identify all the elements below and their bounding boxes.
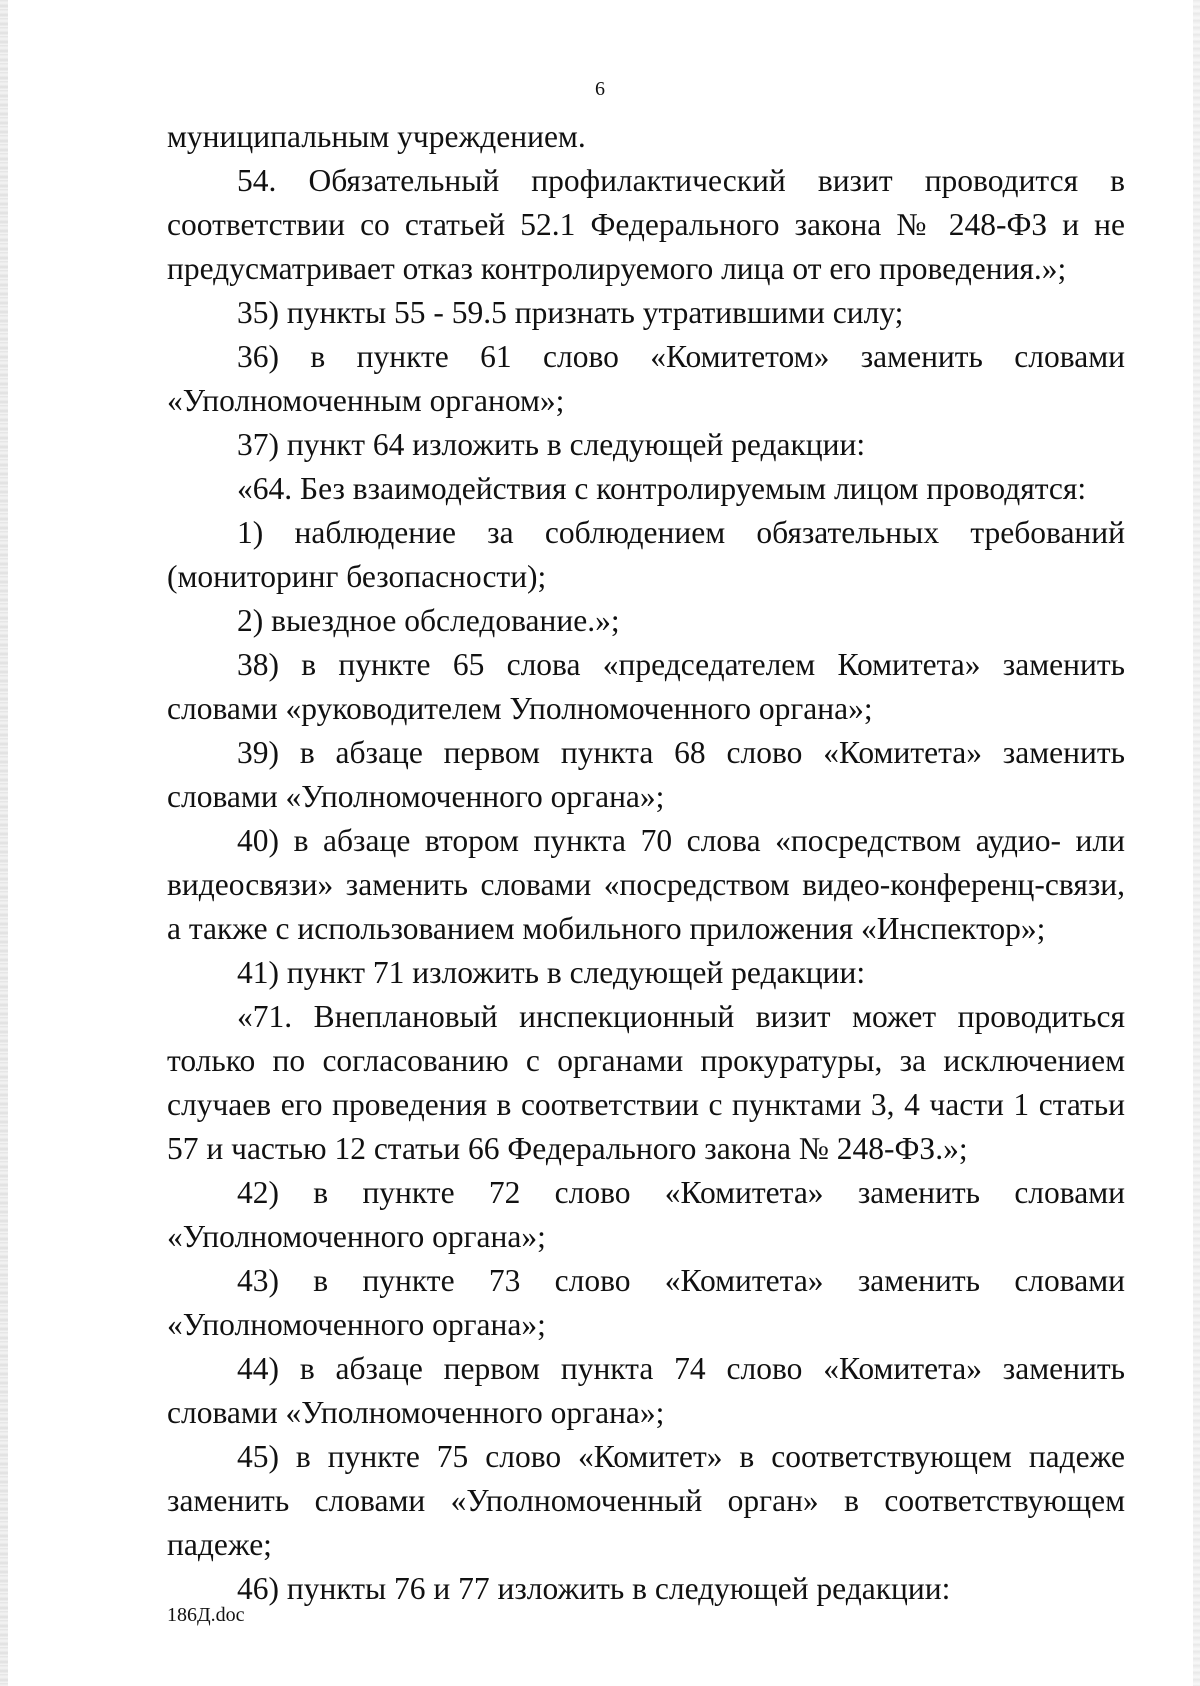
paragraph-item-71: «71. Внеплановый инспекционный визит может проводиться только по согласованию с органами прокуратуры, за исключением случаев его проведения в соответствии с пунктами 3, 4 части 1 статьи 57 и частью 12 статьи 66 Федерального закона № 248-ФЗ.»; — [167, 999, 1125, 1166]
paragraph-item-35: 35) пункты 55 - 59.5 признать утратившими силу; — [237, 295, 904, 330]
paragraph-item-39: 39) в абзаце первом пункта 68 слово «Комитета» заменить словами «Уполномоченного органа»; — [167, 735, 1125, 814]
page-number: 6 — [595, 78, 605, 100]
paragraph-item-43: 43) в пункте 73 слово «Комитета» заменить словами «Уполномоченного органа»; — [167, 1263, 1125, 1342]
paragraph-item-38: 38) в пункте 65 слова «председателем Комитета» заменить словами «руководителем Уполномоченного органа»; — [167, 647, 1125, 726]
document-body — [167, 115, 1125, 1611]
paragraph-item-44: 44) в абзаце первом пункта 74 слово «Комитета» заменить словами «Уполномоченного органа»; — [167, 1351, 1125, 1430]
scan-edge-right — [1193, 0, 1200, 1686]
footer-document-code: 186Д.doc — [167, 1604, 245, 1626]
paragraph-item-40: 40) в абзаце втором пункта 70 слова «посредством аудио- или видеосвязи» заменить словами «посредством видео-конференц-связи, а также с использованием мобильного приложения «Инспектор»; — [167, 823, 1125, 946]
paragraph-item-46: 46) пункты 76 и 77 изложить в следующей редакции: — [237, 1571, 951, 1606]
paragraph-item-36: 36) в пункте 61 слово «Комитетом» заменить словами «Уполномоченным органом»; — [167, 339, 1125, 418]
paragraph-item-41: 41) пункт 71 изложить в следующей редакции: — [237, 955, 866, 990]
paragraph-continuation: муниципальным учреждением. — [167, 119, 586, 154]
paragraph-item-42: 42) в пункте 72 слово «Комитета» заменить словами «Уполномоченного органа»; — [167, 1175, 1125, 1254]
paragraph-item-37: 37) пункт 64 изложить в следующей редакции: — [237, 427, 866, 462]
paragraph-subitem-2: 2) выездное обследование.»; — [237, 603, 620, 638]
paragraph-item-54: 54. Обязательный профилактический визит проводится в соответствии со статьей 52.1 Федерального закона № 248-ФЗ и не предусматривает отказ контролируемого лица от его проведения.»; — [167, 163, 1125, 286]
paragraph-item-64: «64. Без взаимодействия с контролируемым лицом проводятся: — [237, 471, 1087, 506]
scan-edge-left — [0, 0, 8, 1686]
paragraph-item-45: 45) в пункте 75 слово «Комитет» в соответствующем падеже заменить словами «Уполномоченный орган» в соответствующем падеже; — [167, 1439, 1125, 1562]
paragraph-subitem-1: 1) наблюдение за соблюдением обязательных требований (мониторинг безопасности); — [167, 515, 1125, 594]
